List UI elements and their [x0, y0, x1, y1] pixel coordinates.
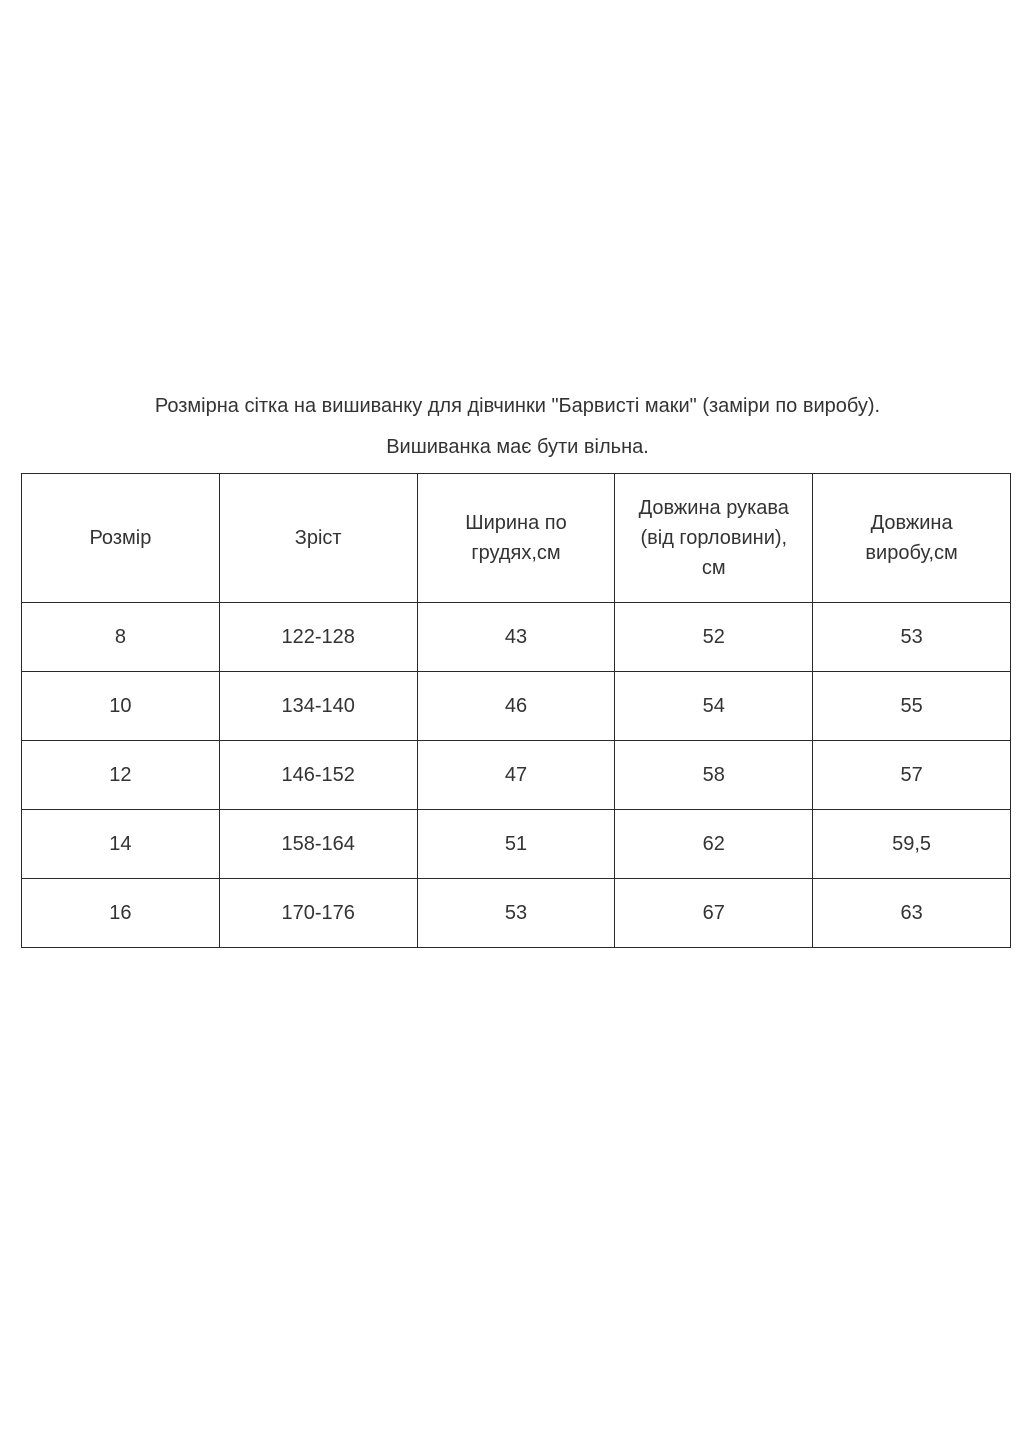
cell-chest-width: 53 — [417, 879, 615, 948]
cell-size: 14 — [22, 810, 220, 879]
cell-chest-width: 47 — [417, 741, 615, 810]
cell-garment-length: 57 — [813, 741, 1011, 810]
header-height-label: Зріст — [294, 527, 342, 549]
header-garment-length — [813, 474, 1011, 603]
header-chest-width-label: Ширина по грудях,см — [465, 512, 567, 564]
cell-garment-length: 55 — [813, 672, 1011, 741]
cell-height: 122-128 — [219, 603, 417, 672]
size-table — [21, 473, 1011, 948]
cell-sleeve-length: 62 — [615, 810, 813, 879]
header-sleeve-length — [615, 474, 813, 603]
cell-sleeve-length: 58 — [615, 741, 813, 810]
cell-size: 16 — [22, 879, 220, 948]
header-size — [22, 474, 220, 603]
header-chest-width — [417, 474, 615, 603]
cell-chest-width: 51 — [417, 810, 615, 879]
table-body — [22, 603, 1011, 948]
cell-garment-length: 53 — [813, 603, 1011, 672]
header-garment-length-label: Довжина виробу,см — [865, 512, 958, 564]
fit-note: Вишиванка має бути вільна. — [386, 436, 649, 458]
cell-sleeve-length: 54 — [615, 672, 813, 741]
table-row — [22, 741, 1011, 810]
cell-chest-width: 46 — [417, 672, 615, 741]
size-chart-title: Розмірна сітка на вишиванку для дівчинки "Барвисті маки" (заміри по виробу). — [154, 395, 881, 417]
cell-height: 146-152 — [219, 741, 417, 810]
header-sleeve-length-label: Довжина рукава (від горловини), см — [638, 497, 789, 579]
cell-sleeve-length: 52 — [615, 603, 813, 672]
cell-chest-width: 43 — [417, 603, 615, 672]
header-height — [219, 474, 417, 603]
table-row — [22, 672, 1011, 741]
table-header — [22, 474, 1011, 603]
cell-height: 170-176 — [219, 879, 417, 948]
cell-height: 158-164 — [219, 810, 417, 879]
table-header-row — [22, 474, 1011, 603]
table-row — [22, 603, 1011, 672]
header-size-label: Розмір — [89, 527, 152, 549]
table-row — [22, 879, 1011, 948]
table-row — [22, 810, 1011, 879]
cell-size: 10 — [22, 672, 220, 741]
cell-garment-length: 59,5 — [813, 810, 1011, 879]
cell-height: 134-140 — [219, 672, 417, 741]
cell-sleeve-length: 67 — [615, 879, 813, 948]
cell-size: 8 — [22, 603, 220, 672]
cell-garment-length: 63 — [813, 879, 1011, 948]
cell-size: 12 — [22, 741, 220, 810]
